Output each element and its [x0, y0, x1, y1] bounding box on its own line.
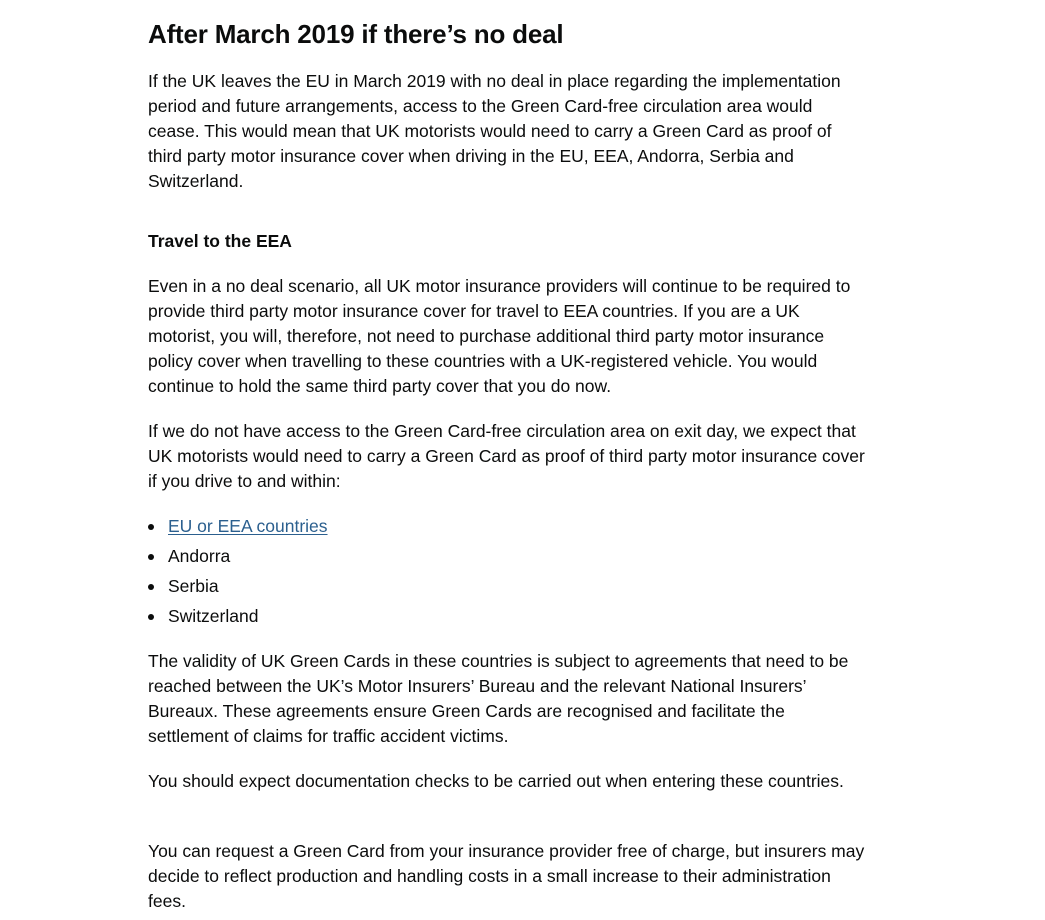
list-item-text: Andorra	[168, 546, 231, 566]
travel-paragraph-5: You can request a Green Card from your insurance provider free of charge, but insurers may decide to reflect production and handling costs in a small increase to their administration fees.	[148, 841, 865, 911]
list-item-text: Switzerland	[168, 606, 259, 626]
list-item	[148, 544, 868, 569]
intro-paragraph: If the UK leaves the EU in March 2019 with no deal in place regarding the implementation period and future arrangements, access to the Green Card-free circulation area would cease. This would mean that UK motorists would need to carry a Green Card as proof of third party motor insurance cover when driving in the EU, EEA, Andorra, Serbia and Switzerland.	[148, 71, 841, 191]
bullet-icon	[148, 524, 154, 530]
list-item	[148, 574, 868, 599]
travel-paragraph-1: Even in a no deal scenario, all UK motor insurance providers will continue to be required to provide third party motor insurance cover for travel to EEA countries. If you are a UK motorist, you will, therefore, not need to purchase additional third party motor insurance policy cover when travelling to these countries with a UK-registered vehicle. You would continue to hold the same third party cover that you do now.	[148, 276, 851, 396]
list-item-text: Serbia	[168, 576, 219, 596]
country-list	[148, 514, 868, 634]
travel-paragraph-2: If we do not have access to the Green Card-free circulation area on exit day, we expect that UK motorists would need to carry a Green Card as proof of third party motor insurance cover if you drive to and within:	[148, 421, 865, 491]
bullet-icon	[148, 554, 154, 560]
list-item	[148, 604, 868, 629]
travel-paragraph-3: The validity of UK Green Cards in these countries is subject to agreements that need to be reached between the UK’s Motor Insurers’ Bureau and the relevant National Insurers’ Bureaux. These agreements ensure Green Cards are recognised and facilitate the settlement of claims for traffic accident victims.	[148, 651, 849, 746]
travel-paragraph-4: You should expect documentation checks to be carried out when entering these countries.	[148, 771, 844, 791]
bullet-icon	[148, 614, 154, 620]
eu-eea-countries-link[interactable]: EU or EEA countries	[168, 516, 328, 536]
travel-eea-heading: Travel to the EEA	[148, 231, 292, 251]
list-item	[148, 514, 868, 539]
page-heading: After March 2019 if there’s no deal	[148, 19, 564, 49]
bullet-icon	[148, 584, 154, 590]
